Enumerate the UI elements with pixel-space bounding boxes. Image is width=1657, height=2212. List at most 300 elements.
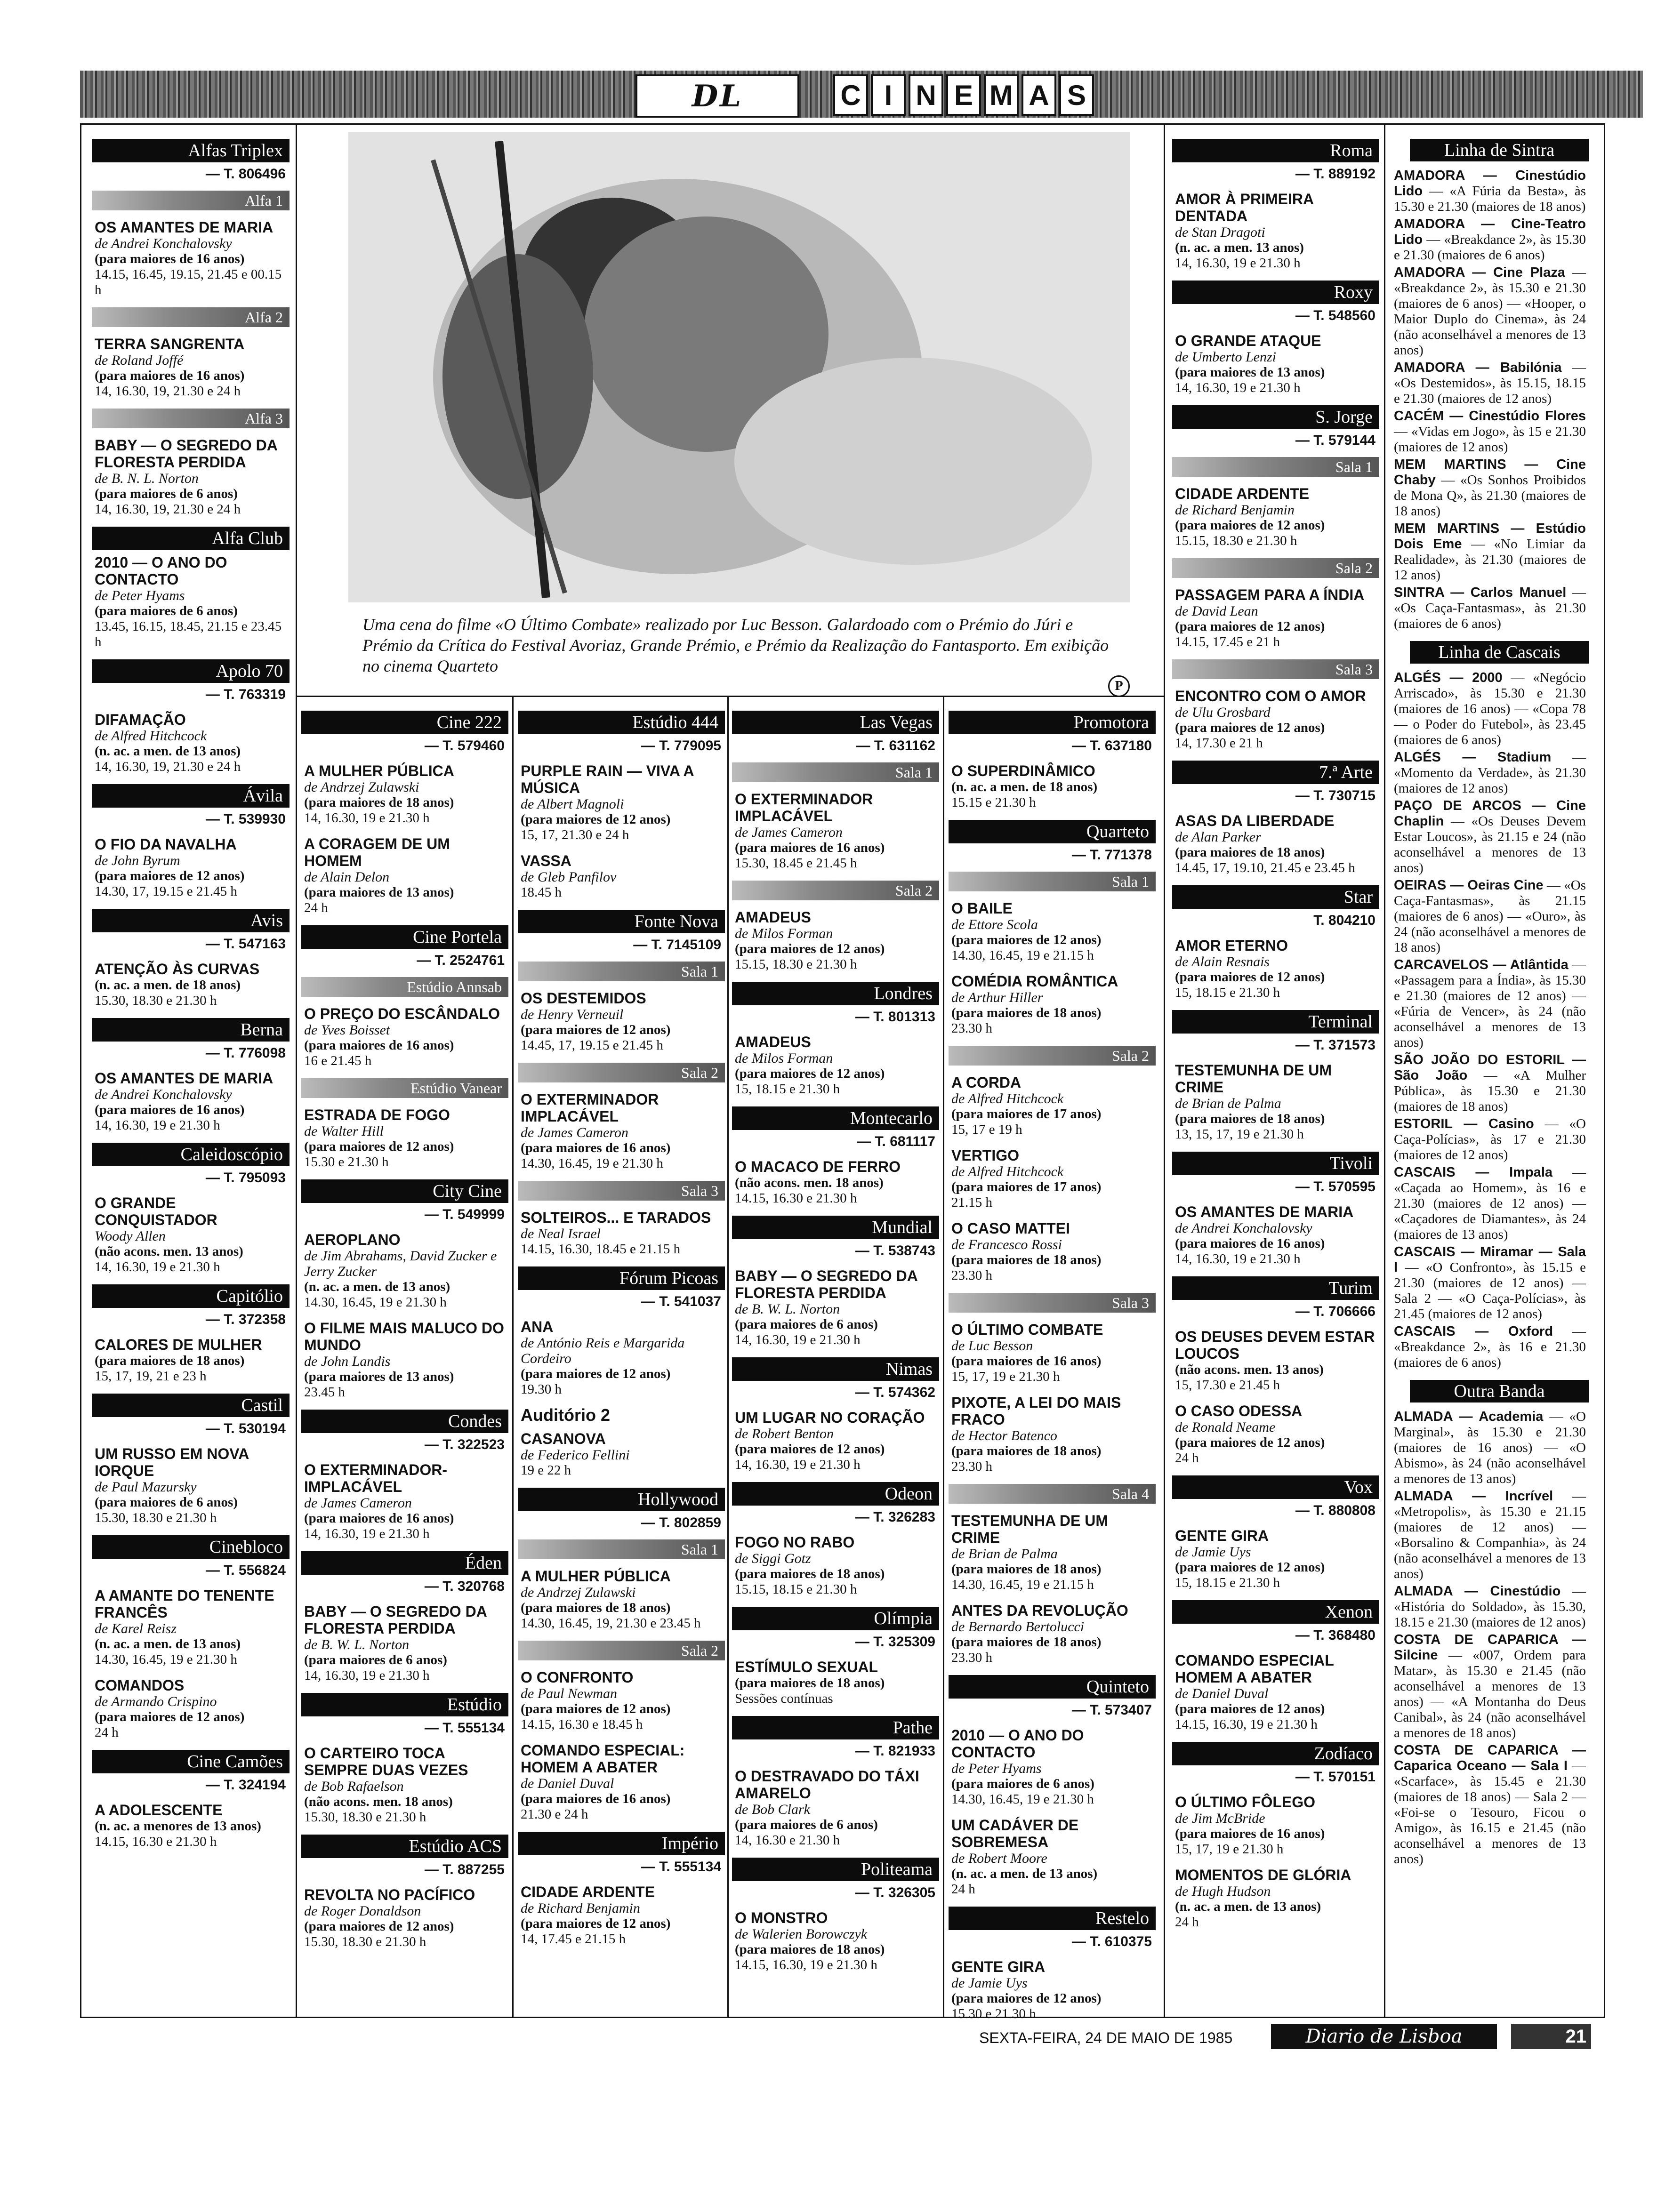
film-listing bbox=[735, 1267, 936, 1348]
cinema-phone: — T. 326283 bbox=[855, 1509, 935, 1525]
film-director: de Andrei Konchalovsky bbox=[1175, 1220, 1312, 1236]
cinema-phone: — T. 806496 bbox=[205, 166, 286, 182]
film-rating: (para maiores de 18 anos) bbox=[951, 1562, 1102, 1577]
cinema-phone: — T. 570151 bbox=[1295, 1769, 1375, 1785]
film-title: FOGO NO RABO bbox=[735, 1534, 855, 1551]
film-rating: (para maiores de 16 anos) bbox=[1175, 1826, 1325, 1841]
venue-name: CARCAVELOS — Atlântida bbox=[1394, 957, 1569, 972]
film-title: TESTEMUNHA DE UM CRIME bbox=[1175, 1062, 1332, 1096]
film-director: de B. W. L. Norton bbox=[735, 1301, 840, 1317]
film-listing bbox=[735, 1768, 936, 1848]
film-title: VERTIGO bbox=[951, 1147, 1020, 1164]
film-director: de Richard Benjamin bbox=[1175, 502, 1295, 518]
venue-name: PAÇO DE ARCOS — Cine Chaplin bbox=[1394, 798, 1586, 829]
film-director: de Ettore Scola bbox=[951, 917, 1038, 932]
venue-name: ALMADA — Cinestúdio bbox=[1394, 1584, 1561, 1599]
cinema-phone: — T. 2524761 bbox=[417, 953, 505, 968]
film-listing bbox=[951, 1512, 1153, 1593]
cinema-phone: — T. 795093 bbox=[205, 1170, 286, 1186]
film-listing bbox=[1175, 1867, 1376, 1930]
venue-program: — «Breakdance 2», às 16 e 21.30 (maiores de 6 anos) bbox=[1394, 1324, 1586, 1370]
listing-column bbox=[1172, 129, 1379, 2012]
screen-label: Sala 1 bbox=[732, 762, 939, 782]
cinema-name: Cine Camões bbox=[92, 1750, 290, 1773]
cinema-name: Quinteto bbox=[949, 1675, 1156, 1699]
film-rating: (para maiores de 13 anos) bbox=[304, 885, 454, 900]
venue-name: SINTRA — Carlos Manuel bbox=[1394, 585, 1567, 600]
film-title: BABY — O SEGREDO DA FLORESTA PERDIDA bbox=[95, 437, 277, 471]
film-director: de Luc Besson bbox=[951, 1338, 1033, 1354]
film-rating: (n. ac. a men. de 13 anos) bbox=[95, 744, 241, 759]
film-listing bbox=[1175, 812, 1376, 876]
film-times: 14.15, 16.30, 19 e 21.30 h bbox=[1175, 1717, 1318, 1732]
cinema-name: City Cine bbox=[301, 1179, 508, 1203]
film-title: AMOR À PRIMEIRA DENTADA bbox=[1175, 191, 1313, 224]
film-still-image bbox=[348, 132, 1130, 602]
film-listing bbox=[1175, 191, 1376, 271]
film-rating: (para maiores de 18 anos) bbox=[735, 1942, 885, 1957]
venue-program: — «O Caça-Polícias», às 17 e 21.30 (maiores de 12 anos) bbox=[1394, 1116, 1586, 1162]
film-rating: (para maiores de 18 anos) bbox=[951, 1252, 1102, 1267]
film-times: 14.15, 16.30 e 21.30 h bbox=[735, 1191, 857, 1206]
film-title: UM LUGAR NO CORAÇÃO bbox=[735, 1409, 925, 1426]
cinema-name: Avis bbox=[92, 909, 290, 932]
cinema-phone: — T. 802859 bbox=[641, 1515, 721, 1531]
cinema-name: Odeon bbox=[732, 1482, 939, 1506]
film-times: 15, 18.15 e 21.30 h bbox=[735, 1082, 840, 1097]
film-title: ENCONTRO COM O AMOR bbox=[1175, 688, 1366, 705]
film-listing bbox=[95, 961, 287, 1009]
cinema-phone: — T. 547163 bbox=[205, 936, 286, 952]
film-director: de Hugh Hudson bbox=[1175, 1883, 1271, 1899]
screen-label: Alfa 3 bbox=[92, 409, 290, 428]
regional-listing bbox=[1394, 1244, 1586, 1322]
film-title: O GRANDE CONQUISTADOR bbox=[95, 1194, 217, 1228]
venue-name: MEM MARTINS — Cine Chaby bbox=[1394, 457, 1586, 488]
film-times: 24 h bbox=[95, 1725, 119, 1740]
cinema-name: Las Vegas bbox=[732, 711, 939, 734]
film-title: O FIO DA NAVALHA bbox=[95, 836, 237, 853]
film-times: 14.30, 16.45, 19 e 21.15 h bbox=[951, 948, 1094, 963]
regional-listing bbox=[1394, 409, 1586, 455]
film-rating: (para maiores de 12 anos) bbox=[735, 1066, 885, 1081]
film-director: de Federico Fellini bbox=[521, 1447, 630, 1463]
film-rating: (para maiores de 12 anos) bbox=[521, 1916, 671, 1931]
film-listing bbox=[735, 1034, 936, 1097]
film-rating: (para maiores de 18 anos) bbox=[951, 1635, 1102, 1650]
screen-label: Sala 2 bbox=[732, 881, 939, 900]
cinema-phone: — T. 368480 bbox=[1295, 1627, 1375, 1643]
film-times: 14.15, 16.30, 19 e 21.30 h bbox=[735, 1957, 877, 1972]
film-title: O ÚLTIMO COMBATE bbox=[951, 1321, 1103, 1338]
film-listing bbox=[521, 1742, 722, 1822]
film-title: A AMANTE DO TENENTE FRANCÊS bbox=[95, 1587, 274, 1621]
film-director: de Gleb Panfilov bbox=[521, 869, 617, 885]
film-listing bbox=[735, 1534, 936, 1597]
venue-name: CASCAIS — Impala bbox=[1394, 1165, 1552, 1180]
cinema-phone: — T. 887255 bbox=[424, 1862, 505, 1877]
venue-name: ALGÉS — 2000 bbox=[1394, 670, 1503, 685]
screen-label: Estúdio Vanear bbox=[301, 1078, 508, 1098]
film-listing bbox=[95, 1802, 287, 1850]
film-times: 18.45 h bbox=[521, 885, 562, 900]
film-times: 14, 16.30, 19 e 21.30 h bbox=[1175, 1251, 1301, 1266]
film-director: de Ronald Neame bbox=[1175, 1419, 1276, 1435]
regional-listing bbox=[1394, 878, 1586, 955]
cinema-phone: — T. 548560 bbox=[1295, 308, 1375, 323]
film-director: de Ulu Grosbard bbox=[1175, 705, 1271, 720]
cinema-name: Estúdio ACS bbox=[301, 1835, 508, 1858]
screen-label: Sala 1 bbox=[949, 872, 1156, 891]
film-rating: (para maiores de 12 anos) bbox=[735, 1442, 885, 1457]
film-director: de Henry Verneuil bbox=[521, 1007, 624, 1022]
regional-listing bbox=[1394, 1165, 1586, 1242]
film-times: 23.30 h bbox=[951, 1268, 992, 1283]
film-listing bbox=[951, 1958, 1153, 2022]
cinema-phone: — T. 801313 bbox=[855, 1009, 935, 1025]
film-title: OS AMANTES DE MARIA bbox=[95, 1070, 273, 1087]
film-rating: (para maiores de 6 anos) bbox=[304, 1652, 447, 1667]
film-times: 14, 16.30, 19 e 21.30 h bbox=[1175, 256, 1301, 271]
film-times: 14.15, 16.30 e 21.30 h bbox=[95, 1834, 217, 1849]
film-listing bbox=[951, 762, 1153, 810]
region-heading: Outra Banda bbox=[1410, 1380, 1589, 1403]
section-banner bbox=[80, 71, 1643, 118]
film-rating: (para maiores de 18 anos) bbox=[951, 1443, 1102, 1459]
film-times: 14.30, 16.45, 19 e 21.15 h bbox=[951, 1577, 1094, 1592]
film-director: de Yves Boisset bbox=[304, 1022, 390, 1038]
film-title: O GRANDE ATAQUE bbox=[1175, 332, 1321, 349]
footer-paper-name: Diario de Lisboa bbox=[1271, 2024, 1497, 2049]
cinema-name: Fonte Nova bbox=[518, 910, 725, 933]
film-director: de Neal Israel bbox=[521, 1226, 601, 1242]
cinema-name: Mundial bbox=[732, 1216, 939, 1239]
film-listing bbox=[1175, 1062, 1376, 1142]
film-director: de Richard Benjamin bbox=[521, 1900, 640, 1916]
cinema-name: Nimas bbox=[732, 1357, 939, 1381]
column-divider bbox=[512, 697, 514, 2017]
film-title: AMADEUS bbox=[735, 1034, 811, 1050]
film-director: de Jim Abrahams, David Zucker e Jerry Zucker bbox=[304, 1248, 497, 1279]
film-listing bbox=[735, 909, 936, 972]
film-director: de Armando Crispino bbox=[95, 1694, 217, 1709]
film-listing bbox=[95, 437, 287, 517]
venue-name: OEIRAS — Oeiras Cine bbox=[1394, 878, 1544, 893]
film-listing bbox=[1175, 937, 1376, 1001]
film-rating: (para maiores de 12 anos) bbox=[1175, 1560, 1325, 1575]
film-times: 21.30 e 24 h bbox=[521, 1807, 588, 1822]
cinema-phone: — T. 325309 bbox=[855, 1634, 935, 1650]
film-times: 13, 15, 17, 19 e 21.30 h bbox=[1175, 1127, 1304, 1142]
film-title: GENTE GIRA bbox=[951, 1958, 1046, 1975]
film-listing bbox=[951, 1602, 1153, 1666]
cinema-name: Zodíaco bbox=[1172, 1742, 1379, 1765]
film-rating: (para maiores de 16 anos) bbox=[521, 1140, 671, 1155]
film-rating: (n. ac. a men. 13 anos) bbox=[1175, 240, 1304, 255]
venue-name: AMADORA — Cine-Teatro Lido bbox=[1394, 216, 1586, 247]
film-rating: (para maiores de 18 anos) bbox=[521, 1600, 671, 1615]
venue-name: SÃO JOÃO DO ESTORIL — São João bbox=[1394, 1052, 1586, 1083]
film-rating: (para maiores de 6 anos) bbox=[951, 1776, 1094, 1791]
film-rating: (para maiores de 12 anos) bbox=[521, 1366, 671, 1381]
cinema-phone: — T. 706666 bbox=[1295, 1304, 1375, 1319]
film-listing bbox=[521, 990, 722, 1053]
film-times: 15.15 e 21.30 h bbox=[951, 795, 1036, 810]
film-times: Sessões contínuas bbox=[735, 1691, 833, 1706]
cinema-phone: — T. 555134 bbox=[641, 1859, 721, 1875]
film-director: de Alan Parker bbox=[1175, 829, 1261, 845]
film-times: 14, 17.30 e 21 h bbox=[1175, 736, 1263, 751]
film-times: 15.30, 18.30 e 21.30 h bbox=[95, 993, 217, 1008]
film-director: de Jamie Uys bbox=[951, 1975, 1028, 1991]
film-rating: (para maiores de 16 anos) bbox=[521, 1791, 671, 1806]
film-photo bbox=[348, 132, 1130, 602]
film-times: 14, 16.30, 19 e 21.30 h bbox=[1175, 380, 1301, 395]
venue-program: — «Breakdance 2», às 15.30 e 21.30 (maiores de 6 anos) — «Hooper, o Maior Duplo do Cinema», às 24 (não aconselhável a menores de 13 anos) bbox=[1394, 265, 1586, 358]
photo-bottom-rule bbox=[296, 696, 1164, 697]
film-director: de James Cameron bbox=[735, 825, 843, 840]
cinema-phone: — T. 880808 bbox=[1295, 1503, 1375, 1518]
venue-name: ALMADA — Academia bbox=[1394, 1409, 1544, 1424]
screen-label: Alfa 2 bbox=[92, 307, 290, 327]
film-times: 14.30, 16.45, 19 e 21.30 h bbox=[304, 1295, 447, 1310]
film-title: ANTES DA REVOLUÇÃO bbox=[951, 1602, 1128, 1619]
film-rating: (para maiores de 17 anos) bbox=[951, 1106, 1102, 1122]
film-rating: (para maiores de 18 anos) bbox=[1175, 1111, 1325, 1126]
regional-listing bbox=[1394, 265, 1586, 358]
film-rating: (para maiores de 12 anos) bbox=[1175, 518, 1325, 533]
film-title: COMANDO ESPECIAL HOMEM A ABATER bbox=[1175, 1652, 1334, 1686]
venue-name: ESTORIL — Casino bbox=[1394, 1116, 1534, 1131]
film-title: O EXTERMINADOR IMPLACÁVEL bbox=[735, 791, 873, 825]
venue-program: — «Breakdance 2», às 15.30 e 21.30 (maiores de 6 anos) bbox=[1394, 232, 1586, 263]
film-rating: (para maiores de 13 anos) bbox=[1175, 365, 1325, 380]
cinema-phone: — T. 322523 bbox=[424, 1437, 505, 1452]
cinema-name: Estúdio bbox=[301, 1693, 508, 1716]
film-title: ESTRADA DE FOGO bbox=[304, 1106, 450, 1123]
film-rating: (para maiores de 12 anos) bbox=[951, 932, 1102, 947]
film-title: A CORDA bbox=[951, 1074, 1022, 1091]
cinema-phone: — T. 372358 bbox=[205, 1312, 286, 1327]
film-times: 15, 17, 19, 21 e 23 h bbox=[95, 1369, 207, 1384]
film-director: de Bernardo Bertolucci bbox=[951, 1619, 1085, 1635]
cinema-phone: — T. 771378 bbox=[1071, 847, 1152, 863]
film-listing bbox=[951, 1817, 1153, 1897]
film-title: O CASO ODESSA bbox=[1175, 1403, 1303, 1419]
film-title: OS AMANTES DE MARIA bbox=[95, 219, 273, 236]
film-times: 15.15, 18.15 e 21.30 h bbox=[735, 1582, 857, 1597]
cinema-phone: — T. 570595 bbox=[1295, 1179, 1375, 1194]
cinema-phone: — T. 7145109 bbox=[633, 937, 721, 953]
film-times: 14.15, 16.45, 19.15, 21.45 e 00.15 h bbox=[95, 267, 282, 297]
film-rating: (para maiores de 18 anos) bbox=[735, 1566, 885, 1581]
film-director: de James Cameron bbox=[521, 1125, 628, 1140]
film-listing bbox=[95, 1677, 287, 1740]
film-director: de Robert Benton bbox=[735, 1426, 834, 1442]
film-listing bbox=[1175, 1328, 1376, 1393]
film-director: de B. N. L. Norton bbox=[95, 471, 199, 486]
film-listing bbox=[95, 1445, 287, 1526]
film-rating: (para maiores de 16 anos) bbox=[304, 1038, 454, 1053]
film-title: O MACACO DE FERRO bbox=[735, 1158, 901, 1175]
listing-column bbox=[518, 701, 725, 2012]
film-title: O PREÇO DO ESCÂNDALO bbox=[304, 1005, 500, 1022]
film-listing bbox=[95, 554, 287, 650]
film-listing bbox=[304, 1745, 506, 1825]
film-title: O CONFRONTO bbox=[521, 1669, 634, 1686]
film-rating: (para maiores de 16 anos) bbox=[951, 1354, 1102, 1369]
film-times: 14, 16.30, 19 e 21.30 h bbox=[735, 1457, 861, 1472]
film-title: TESTEMUNHA DE UM CRIME bbox=[951, 1512, 1109, 1546]
venue-name: MEM MARTINS — Estúdio Dois Eme bbox=[1394, 521, 1586, 552]
film-listing bbox=[951, 1074, 1153, 1138]
film-rating: (não acons. men. 13 anos) bbox=[1175, 1362, 1324, 1377]
cinema-phone: T. 804210 bbox=[1313, 913, 1375, 928]
screen-label: Sala 2 bbox=[518, 1641, 725, 1660]
film-times: 15, 17, 21.30 e 24 h bbox=[521, 827, 629, 842]
venue-program: — «Os Sonhos Proibidos de Mona Q», às 21.30 (maiores de 18 anos) bbox=[1394, 473, 1586, 519]
film-listing bbox=[521, 1669, 722, 1732]
title-letter: C bbox=[833, 74, 868, 116]
film-times: 23.30 h bbox=[951, 1650, 992, 1665]
cinema-phone: — T. 320768 bbox=[424, 1579, 505, 1594]
page-footer bbox=[979, 2020, 1605, 2053]
film-director: de Walter Hill bbox=[304, 1123, 384, 1139]
cinema-name: Montecarlo bbox=[732, 1106, 939, 1130]
film-rating: (para maiores de 18 anos) bbox=[95, 1353, 245, 1368]
film-rating: (para maiores de 12 anos) bbox=[1175, 720, 1325, 735]
film-director: de Stan Dragoti bbox=[1175, 224, 1265, 240]
cinema-phone: — T. 776098 bbox=[205, 1045, 286, 1061]
film-times: 24 h bbox=[304, 900, 328, 915]
film-director: de Karel Reisz bbox=[95, 1621, 177, 1636]
listing-column bbox=[732, 701, 939, 2012]
regional-listing bbox=[1394, 670, 1586, 748]
film-director: de Francesco Rossi bbox=[951, 1237, 1062, 1252]
film-times: 15.30 e 21.30 h bbox=[951, 2006, 1036, 2021]
paper-logo: DL bbox=[635, 74, 799, 118]
film-listing bbox=[304, 762, 506, 826]
film-title: OS DESTEMIDOS bbox=[521, 990, 646, 1007]
film-listing bbox=[95, 1070, 287, 1133]
cinema-name: Roxy bbox=[1172, 281, 1379, 304]
venue-name: ALMADA — Incrível bbox=[1394, 1489, 1553, 1504]
cinema-name: Terminal bbox=[1172, 1010, 1379, 1034]
venue-name: AMADORA — Cine Plaza bbox=[1394, 265, 1565, 280]
cinema-phone: — T. 538743 bbox=[855, 1243, 935, 1258]
film-times: 15.30, 18.30 e 21.30 h bbox=[304, 1810, 426, 1825]
film-times: 14.30, 16.45, 19 e 21.30 h bbox=[951, 1792, 1094, 1807]
cinema-phone: — T. 637180 bbox=[1071, 738, 1152, 753]
film-listing bbox=[951, 1220, 1153, 1283]
film-director: de Brian de Palma bbox=[951, 1546, 1058, 1562]
film-title: ESTÍMULO SEXUAL bbox=[735, 1659, 878, 1675]
venue-name: ALGÉS — Stadium bbox=[1394, 750, 1552, 765]
cinema-name: Cine 222 bbox=[301, 711, 508, 734]
film-title: GENTE GIRA bbox=[1175, 1527, 1269, 1544]
film-rating: (para maiores de 16 anos) bbox=[1175, 1236, 1325, 1251]
film-rating: (n. ac. a menores de 13 anos) bbox=[95, 1819, 261, 1834]
cinema-name: Pathe bbox=[732, 1716, 939, 1739]
film-listing bbox=[951, 973, 1153, 1036]
film-rating: (para maiores de 16 anos) bbox=[95, 368, 245, 383]
film-director: de Alfred Hitchcock bbox=[951, 1164, 1064, 1179]
film-director: de Andrei Konchalovsky bbox=[95, 236, 232, 251]
venue-name: AMADORA — Cinestúdio Lido bbox=[1394, 168, 1586, 199]
film-listing bbox=[95, 1336, 287, 1384]
film-listing bbox=[1175, 1403, 1376, 1466]
cinema-name: Turim bbox=[1172, 1276, 1379, 1300]
film-director: de Jim McBride bbox=[1175, 1811, 1265, 1826]
film-director: de Milos Forman bbox=[735, 1050, 833, 1066]
film-rating: (n. ac. a men. de 13 anos) bbox=[304, 1279, 450, 1294]
film-rating: (para maiores de 18 anos) bbox=[951, 1005, 1102, 1020]
regional-listing bbox=[1394, 1116, 1586, 1163]
film-times: 23.45 h bbox=[304, 1385, 345, 1400]
section-title bbox=[833, 74, 1097, 114]
film-times: 15, 17, 19 e 21.30 h bbox=[951, 1369, 1060, 1384]
title-letter: S bbox=[1059, 74, 1094, 116]
film-listing bbox=[951, 900, 1153, 963]
screen-label: Sala 3 bbox=[949, 1293, 1156, 1313]
screen-label: Sala 1 bbox=[518, 962, 725, 981]
cinema-name: Estúdio 444 bbox=[518, 711, 725, 734]
film-listing bbox=[521, 1318, 722, 1397]
region-heading: Linha de Cascais bbox=[1410, 641, 1589, 664]
film-times: 14, 16.30, 19, 21.30 e 24 h bbox=[95, 384, 241, 399]
film-director: de Alfred Hitchcock bbox=[951, 1091, 1064, 1106]
film-rating: (para maiores de 12 anos) bbox=[521, 1022, 671, 1037]
film-rating: (para maiores de 12 anos) bbox=[1175, 1435, 1325, 1450]
film-title: O CARTEIRO TOCA SEMPRE DUAS VEZES bbox=[304, 1745, 468, 1779]
film-director: de Walerien Borowczyk bbox=[735, 1926, 868, 1942]
film-title: A ADOLESCENTE bbox=[95, 1802, 223, 1819]
film-director: de Andrei Konchalovsky bbox=[95, 1087, 232, 1102]
cinema-phone: — T. 610375 bbox=[1071, 1934, 1152, 1949]
column-divider bbox=[1164, 123, 1165, 2017]
regional-listing bbox=[1394, 798, 1586, 876]
film-rating: (n. ac. a men. de 13 anos) bbox=[951, 1866, 1098, 1881]
column-divider bbox=[943, 697, 944, 2017]
footer-date: SEXTA-FEIRA, 24 DE MAIO DE 1985 bbox=[979, 2029, 1233, 2046]
film-director: de Andrzej Zulawski bbox=[304, 779, 419, 795]
cinema-phone: — T. 556824 bbox=[205, 1563, 286, 1578]
venue-program: — «No Limiar da Realidade», às 21.30 (maiores de 12 anos) bbox=[1394, 537, 1586, 583]
cinema-name: Fórum Picoas bbox=[518, 1266, 725, 1290]
screen-label: Sala 4 bbox=[949, 1484, 1156, 1504]
film-listing bbox=[1175, 485, 1376, 549]
regional-listing bbox=[1394, 1584, 1586, 1630]
film-rating: (para maiores de 12 anos) bbox=[1175, 970, 1325, 985]
cinema-name: Império bbox=[518, 1832, 725, 1855]
film-director: de Umberto Lenzi bbox=[1175, 349, 1276, 365]
cinema-phone: — T. 779095 bbox=[641, 738, 721, 753]
film-title: ASAS DA LIBERDADE bbox=[1175, 812, 1335, 829]
region-heading: Linha de Sintra bbox=[1410, 139, 1589, 161]
cinema-phone: — T. 324194 bbox=[205, 1777, 286, 1793]
film-listing bbox=[304, 1231, 506, 1310]
film-director: de Bob Clark bbox=[735, 1802, 810, 1817]
venue-program: — «Os Caça-Fantasmas», às 21.30 (maiores de 6 anos) bbox=[1394, 585, 1586, 631]
film-director: de Bob Rafaelson bbox=[304, 1779, 404, 1794]
film-times: 15.15, 18.30 e 21.30 h bbox=[735, 957, 857, 972]
venue-program: — «Negócio Arriscado», às 15.30 e 21.30 (maiores de 16 anos) — «Copa 78 — o Poder do Futebol», às 23.45 (maiores de 6 anos) bbox=[1394, 670, 1586, 747]
film-title: PASSAGEM PARA A ÍNDIA bbox=[1175, 586, 1365, 603]
film-times: 16 e 21.45 h bbox=[304, 1053, 372, 1068]
film-rating: (para maiores de 12 anos) bbox=[304, 1919, 454, 1934]
cinema-name: Tivoli bbox=[1172, 1152, 1379, 1175]
film-times: 14.45, 17, 19.10, 21.45 e 23.45 h bbox=[1175, 860, 1355, 875]
